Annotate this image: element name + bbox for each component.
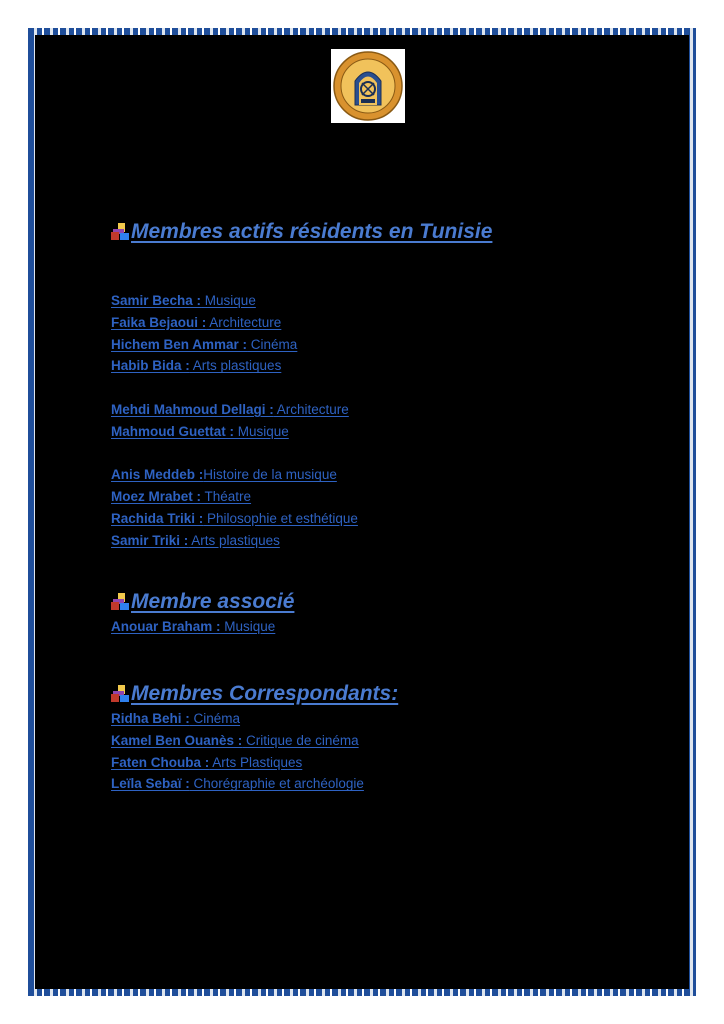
member-list [111,708,398,795]
section-title: Membre associé [131,590,295,613]
member-link[interactable]: Mehdi Mahmoud Dellagi : Architecture [111,401,349,417]
member-link[interactable]: Habib Bida : Arts plastiques [111,358,282,374]
square-bullet-icon [111,685,129,703]
member-link[interactable]: Ridha Behi : Cinéma [111,711,241,726]
member-link[interactable]: Faten Chouba : Arts Plastiques [111,754,303,770]
member-list [111,616,294,638]
section-active-members [111,220,492,552]
member-link[interactable]: Anouar Braham : Musique [111,619,276,634]
section-heading [111,220,492,244]
section-title: Membres actifs résidents en Tunisie [131,220,493,243]
section-heading [111,682,398,706]
member-link[interactable]: Rachida Triki : Philosophie et esthétique [111,510,358,526]
member-link[interactable]: Leïla Sebaï : Chorégraphie et archéologie [111,776,364,792]
section-corresponding-members [111,682,398,795]
member-link[interactable]: Samir Becha : Musique [111,293,256,308]
list-spacer [111,377,492,399]
list-spacer [111,443,492,465]
member-link[interactable]: Anis Meddeb :Histoire de la musique [111,467,337,483]
member-link[interactable]: Moez Mrabet : Théatre [111,489,252,505]
section-title: Membres Correspondants: [131,682,399,705]
page-frame [28,28,696,996]
member-list [111,290,492,552]
member-link[interactable]: Samir Triki : Arts plastiques [111,532,280,548]
square-bullet-icon [111,593,129,611]
member-link[interactable]: Hichem Ben Ammar : Cinéma [111,336,298,352]
section-heading [111,590,294,614]
section-associate-member [111,590,294,638]
square-bullet-icon [111,223,129,241]
member-link[interactable]: Kamel Ben Ouanès : Critique de cinéma [111,732,359,748]
member-link[interactable]: Mahmoud Guettat : Musique [111,423,289,439]
seal-logo [331,49,405,123]
member-link[interactable]: Faika Bejaoui : Architecture [111,314,282,330]
